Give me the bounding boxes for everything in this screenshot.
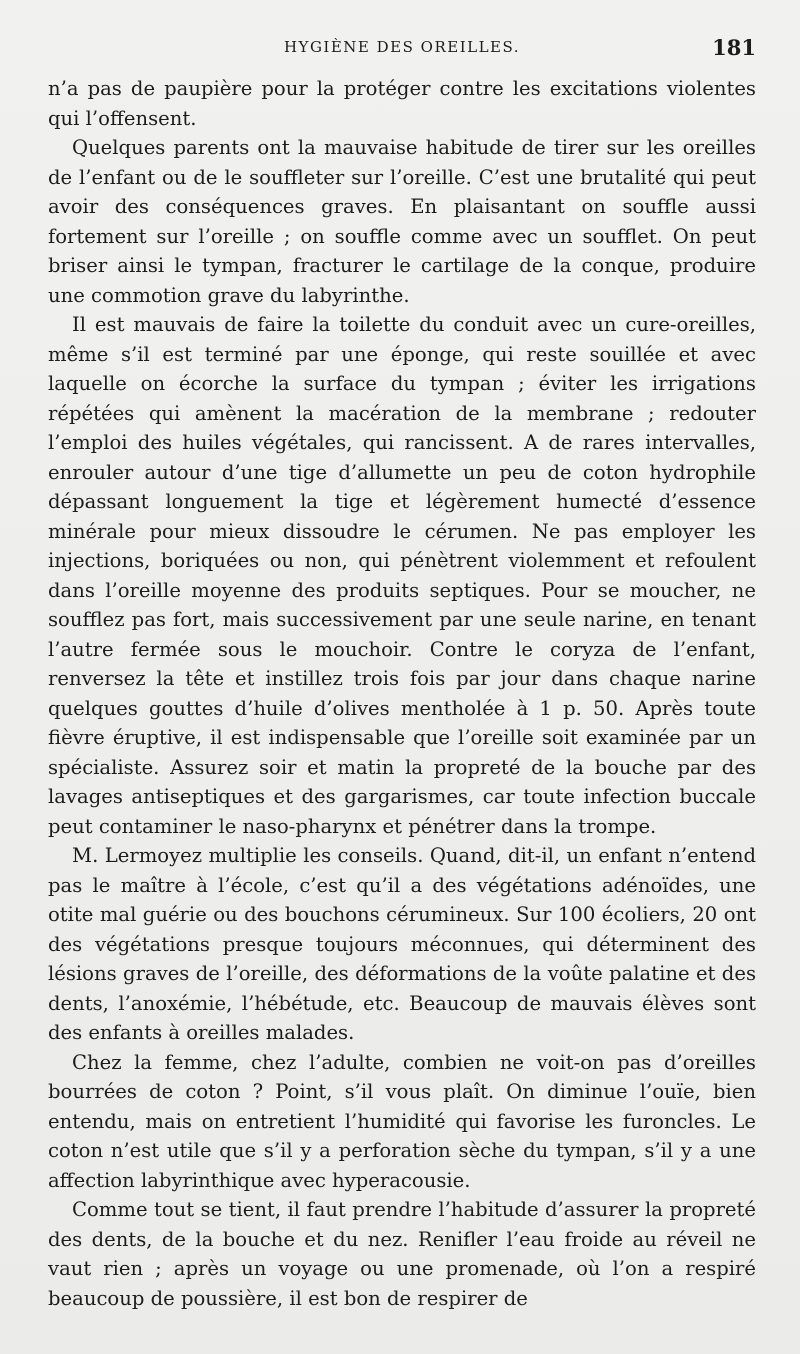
paragraph: Il est mauvais de faire la toilette du conduit avec un cure-oreilles, même s’il est terminé par une éponge, qui reste souillée et avec laquelle on écorche la surface du tympan ; éviter les irrigations répétées qui amènent la macération de la membrane ; redouter l’emploi des huiles végétales, qui rancissent. A de rares intervalles, enrouler autour d’une tige d’allumette un peu de coton hydrophile dépassant longuement la tige et légèrement humecté d’essence minérale pour mieux dissoudre le cérumen. Ne pas employer les injections, boriquées ou non, qui pénètrent violemment et refoulent dans l’oreille moyenne des produits septiques. Pour se moucher, ne soufflez pas fort, mais successivement par une seule narine, en tenant l’autre fermée sous le mouchoir. Contre le coryza de l’enfant, renversez la tête et instillez trois fois par jour dans chaque narine quelques gouttes d’huile d’olives mentholée à 1 p. 50. Après toute fièvre éruptive, il est indispensable que l’oreille soit examinée par un spécialiste. Assurez soir et matin la propreté de la bouche par des lavages antiseptiques et des gargarismes, car toute infection buccale peut contaminer le naso-pharynx et pénétrer dans la trompe. — [48, 313, 756, 838]
body-text — [48, 74, 756, 1313]
page-number: 181 — [712, 35, 756, 60]
paragraph-continuation: n’a pas de paupière pour la protéger contre les excitations violentes qui l’offensent. — [48, 77, 756, 130]
running-title: HYGIÈNE DES OREILLES. — [283, 38, 521, 56]
paragraph: Quelques parents ont la mauvaise habitude de tirer sur les oreilles de l’enfant ou de le souffleter sur l’oreille. C’est une brutalité qui peut avoir des conséquences graves. En plaisantant on souffle aussi fortement sur l’oreille ; on souffle comme avec un soufflet. On peut briser ainsi le tympan, fracturer le cartilage de la conque, produire une commotion grave du labyrinthe. — [48, 136, 756, 307]
paragraph: M. Lermoyez multiplie les conseils. Quand, dit-il, un enfant n’entend pas le maître à l’école, c’est qu’il a des végétations adénoïdes, une otite mal guérie ou des bouchons cérumineux. Sur 100 écoliers, 20 ont des végétations presque toujours méconnues, qui déterminent des lésions graves de l’oreille, des déformations de la voûte palatine et des dents, l’anoxémie, l’hébétude, etc. Beaucoup de mauvais élèves sont des enfants à oreilles malades. — [48, 844, 756, 1044]
page-header — [48, 36, 756, 62]
paragraph: Comme tout se tient, il faut prendre l’habitude d’assurer la propreté des dents, de la bouche et du nez. Renifler l’eau froide au réveil ne vaut rien ; après un voyage ou une promenade, où l’on a respiré beaucoup de poussière, il est bon de respirer de — [48, 1198, 756, 1310]
paragraph: Chez la femme, chez l’adulte, combien ne voit-on pas d’oreilles bourrées de coton ? Point, s’il vous plaît. On diminue l’ouïe, bien entendu, mais on entretient l’humidité qui favorise les furoncles. Le coton n’est utile que s’il y a perforation sèche du tympan, s’il y a une affection labyrinthique avec hyperacousie. — [48, 1050, 756, 1192]
